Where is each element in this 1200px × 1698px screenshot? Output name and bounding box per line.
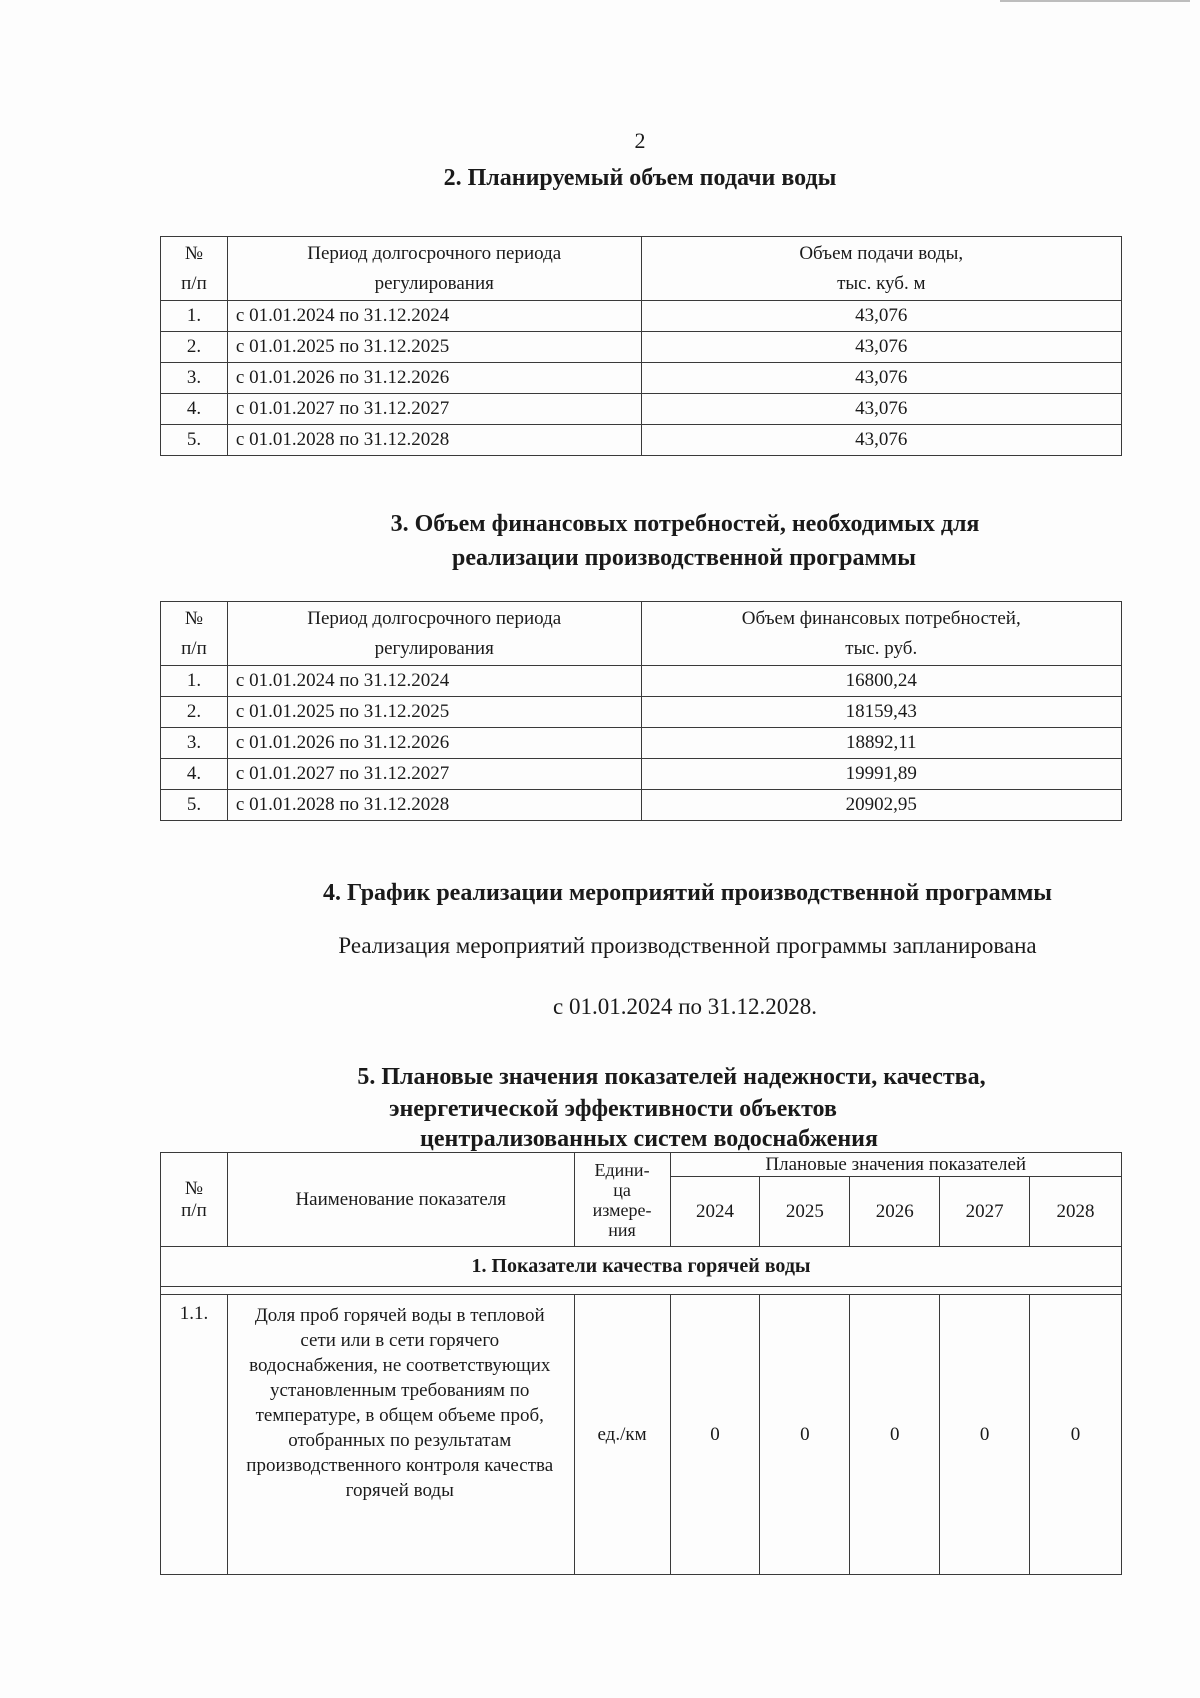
value-2024: 0 bbox=[670, 1295, 760, 1575]
top-edge-line bbox=[1000, 0, 1190, 2]
section5-title-line3: централизованных систем водоснабжения bbox=[420, 1126, 878, 1152]
value-2027: 0 bbox=[940, 1295, 1030, 1575]
col-finance-header: Объем финансовых потребностей, тыс. руб. bbox=[641, 602, 1122, 666]
table-row: 4. с 01.01.2027 по 31.12.2027 19991,89 bbox=[161, 759, 1122, 790]
spacer-row bbox=[161, 1287, 1122, 1295]
year-2024-header: 2024 bbox=[670, 1177, 760, 1247]
year-2025-header: 2025 bbox=[760, 1177, 850, 1247]
year-2027-header: 2027 bbox=[940, 1177, 1030, 1247]
table-row: 4. с 01.01.2027 по 31.12.2027 43,076 bbox=[161, 394, 1122, 425]
group-title: 1. Показатели качества горячей воды bbox=[161, 1247, 1122, 1287]
col-name-header: Наименование показателя bbox=[227, 1153, 574, 1247]
table-row: 5. с 01.01.2028 по 31.12.2028 20902,95 bbox=[161, 790, 1122, 821]
table-row: 1. с 01.01.2024 по 31.12.2024 43,076 bbox=[161, 301, 1122, 332]
table-row bbox=[161, 1295, 1122, 1575]
value-2025: 0 bbox=[760, 1295, 850, 1575]
value-2028: 0 bbox=[1030, 1295, 1122, 1575]
table-header-row bbox=[161, 602, 1122, 666]
page-number: 2 bbox=[634, 128, 646, 153]
table-row: 3. с 01.01.2026 по 31.12.2026 43,076 bbox=[161, 363, 1122, 394]
col-period-header: Период долгосрочного периода регулирования bbox=[227, 237, 641, 301]
col-volume-header: Объем подачи воды, тыс. куб. м bbox=[641, 237, 1121, 301]
section4-title: 4. График реализации мероприятий производственной программы bbox=[322, 880, 1053, 906]
section3-title-line2: реализации производственной программы bbox=[452, 545, 916, 571]
section5-title-line2: энергетической эффективности объектов bbox=[389, 1096, 837, 1122]
year-2026-header: 2026 bbox=[850, 1177, 940, 1247]
financial-needs-table bbox=[160, 601, 1122, 821]
col-period-header: Период долгосрочного периода регулирования bbox=[227, 602, 641, 666]
value-2026: 0 bbox=[850, 1295, 940, 1575]
section2-title: 2. Планируемый объем подачи воды bbox=[443, 165, 837, 191]
col-num-header: № п/п bbox=[161, 237, 228, 301]
table-header-row bbox=[161, 1153, 1122, 1177]
water-supply-table bbox=[160, 236, 1122, 456]
table-row: 2. с 01.01.2025 по 31.12.2025 18159,43 bbox=[161, 697, 1122, 728]
col-unit-header: Едини- ца измере- ния bbox=[574, 1153, 670, 1247]
row-num: 1.1. bbox=[161, 1295, 228, 1575]
indicators-table bbox=[160, 1152, 1122, 1575]
section3-title-line1: 3. Объем финансовых потребностей, необходимых для bbox=[390, 511, 980, 537]
year-2028-header: 2028 bbox=[1030, 1177, 1122, 1247]
section4-text-line1: Реализация мероприятий производственной программы запланирована bbox=[338, 933, 1037, 958]
group-row bbox=[161, 1247, 1122, 1287]
indicator-unit: ед./км bbox=[574, 1295, 670, 1575]
section5-title-line1: 5. Плановые значения показателей надежности, качества, bbox=[357, 1064, 986, 1090]
table-row: 2. с 01.01.2025 по 31.12.2025 43,076 bbox=[161, 332, 1122, 363]
indicator-name: Доля проб горячей воды в тепловой сети или в сети горячего водоснабжения, не соответствующих установленным требованиям по температуре, в общем объеме проб, отобранных по результатам производственного контроля качества горячей воды bbox=[227, 1295, 574, 1575]
section4-text-line2: с 01.01.2024 по 31.12.2028. bbox=[552, 994, 818, 1019]
col-num-header: № п/п bbox=[161, 602, 228, 666]
table-row: 1. с 01.01.2024 по 31.12.2024 16800,24 bbox=[161, 666, 1122, 697]
table-header-row bbox=[161, 237, 1122, 301]
table-row: 5. с 01.01.2028 по 31.12.2028 43,076 bbox=[161, 425, 1122, 456]
col-num-header: № п/п bbox=[161, 1153, 228, 1247]
table-row: 3. с 01.01.2026 по 31.12.2026 18892,11 bbox=[161, 728, 1122, 759]
col-plan-header: Плановые значения показателей bbox=[670, 1153, 1122, 1177]
